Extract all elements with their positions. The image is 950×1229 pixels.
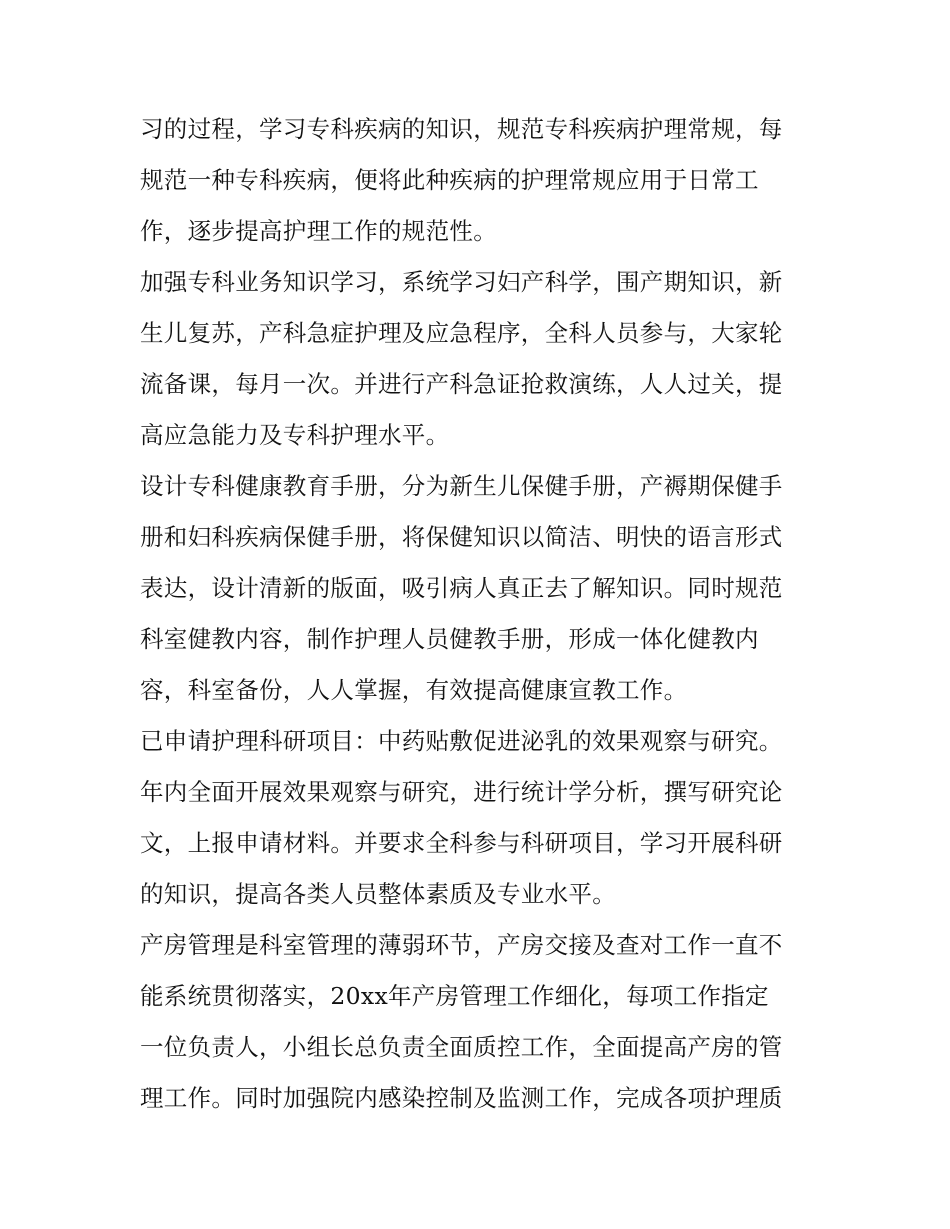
text-line: 高应急能力及专科护理水平。	[140, 421, 450, 449]
text-line: 规范一种专科疾病，便将此种疾病的护理常规应用于日常工	[140, 166, 759, 194]
text-line: 的知识，提高各类人员整体素质及专业水平。	[140, 880, 616, 908]
text-line: 加强专科业务知识学习，系统学习妇产科学，围产期知识，新	[140, 268, 783, 296]
document-body	[140, 104, 812, 1124]
text-line: 作，逐步提高护理工作的规范性。	[140, 217, 497, 245]
paragraph-1	[140, 104, 812, 257]
paragraph-4	[140, 716, 812, 920]
text-line: 一位负责人，小组长总负责全面质控工作，全面提高产房的管	[140, 1033, 783, 1061]
text-line: 理工作。同时加强院内感染控制及监测工作，完成各项护理质	[140, 1084, 783, 1112]
paragraph-5	[140, 920, 812, 1124]
text-line: 习的过程，学习专科疾病的知识，规范专科疾病护理常规，每	[140, 115, 783, 143]
paragraph-3	[140, 461, 812, 716]
text-line: 产房管理是科室管理的薄弱环节，产房交接及查对工作一直不	[140, 931, 783, 959]
text-line: 设计专科健康教育手册，分为新生儿保健手册，产褥期保健手	[140, 472, 783, 500]
text-line: 容，科室备份，人人掌握，有效提高健康宣教工作。	[140, 676, 688, 704]
text-line: 生儿复苏，产科急症护理及应急程序，全科人员参与，大家轮	[140, 319, 783, 347]
text-line: 科室健教内容，制作护理人员健教手册，形成一体化健教内	[140, 625, 759, 653]
text-line: 已申请护理科研项目：中药贴敷促进泌乳的效果观察与研究。	[140, 727, 783, 755]
text-line: 年内全面开展效果观察与研究，进行统计学分析，撰写研究论	[140, 778, 783, 806]
text-line: 文，上报申请材料。并要求全科参与科研项目，学习开展科研	[140, 829, 783, 857]
text-line: 表达，设计清新的版面，吸引病人真正去了解知识。同时规范	[140, 574, 783, 602]
paragraph-2	[140, 257, 812, 461]
text-line: 册和妇科疾病保健手册，将保健知识以简洁、明快的语言形式	[140, 523, 783, 551]
text-line: 流备课，每月一次。并进行产科急证抢救演练，人人过关，提	[140, 370, 783, 398]
text-line: 能系统贯彻落实，20xx年产房管理工作细化，每项工作指定	[140, 982, 769, 1010]
